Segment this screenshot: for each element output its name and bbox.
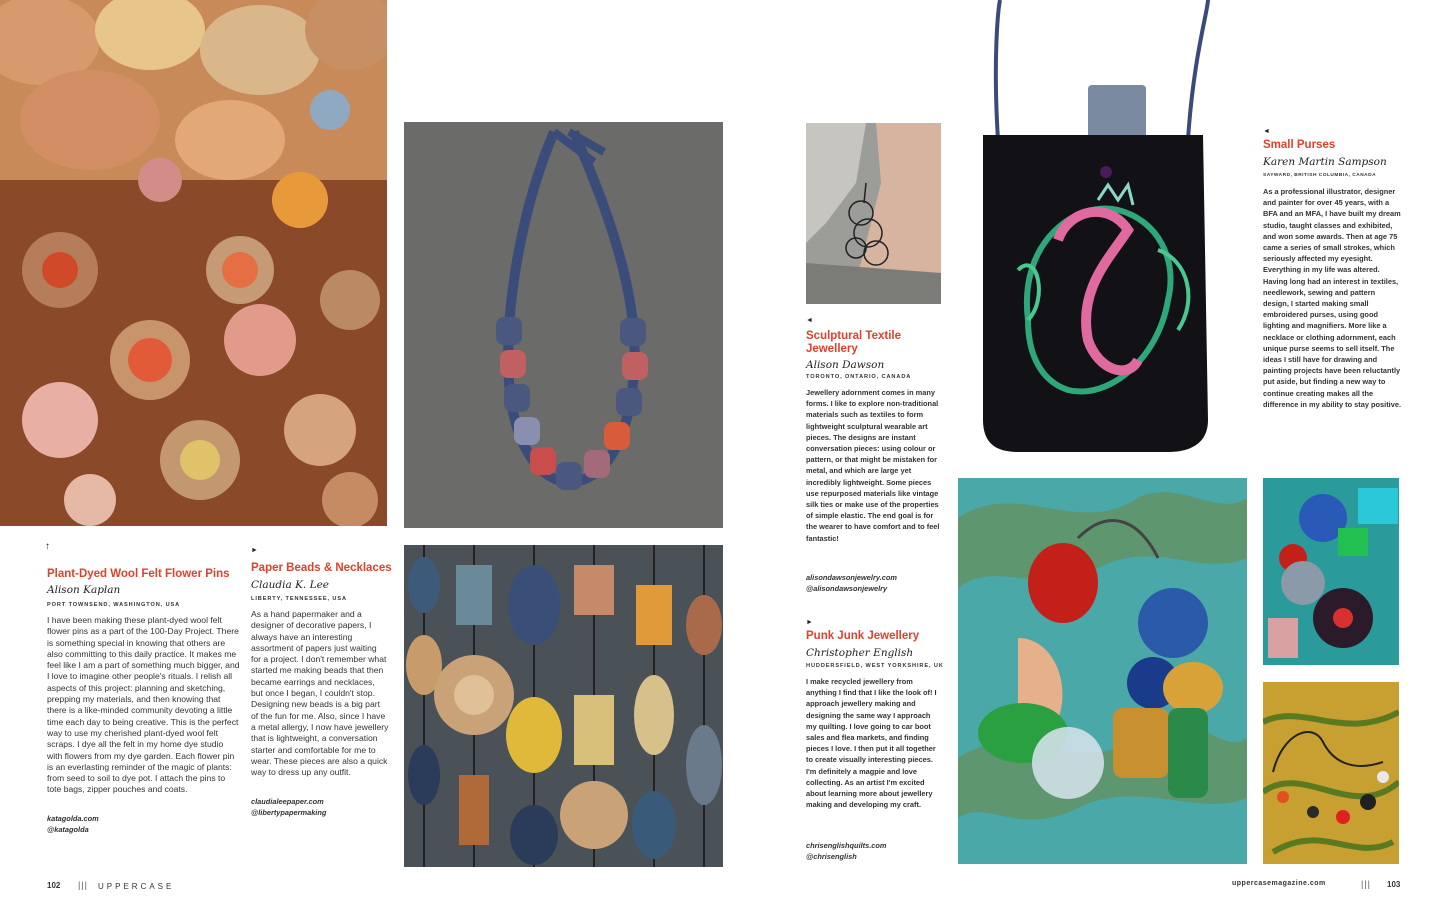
footer-website: uppercasemagazine.com [1232,880,1326,887]
piece-body: As a hand papermaker and a designer of decorative papers, I always have an interesting assortment of papers just waiting for a project. I don't remember what started me making beads that then became earrings and necklaces, but once I began, I couldn't stop. Designing new beads is a big part of the fun for me. Also, since I have a metal allergy, I now have jewellery that is lightweight, a conversation starter and comfortable for me to wear. These pieces are also a quick way to dress up any outfit. [251,609,389,778]
piece-title: Plant-Dyed Wool Felt Flower Pins [47,568,230,580]
piece-location: SAYWARD, BRITISH COLUMBIA, CANADA [1263,173,1377,178]
photo-sculptural-earring [806,123,941,304]
social-handle[interactable]: @katagolda [47,825,89,834]
footer-bars-left: ||| [78,880,89,890]
photo-punk-junk-detail [1263,478,1399,665]
website-link[interactable]: chrisenglishquilts.com [806,841,887,850]
social-handle[interactable]: @chrisenglish [806,852,857,861]
piece-body: Jewellery adornment comes in many forms. I like to explore non-traditional materials such as textiles to form lightweight sculptural wearable art pieces. The designs are instant conversation pieces: using colour or pattern, or that might be mistaken for metal, and which are large yet incredibly lightweight. Some pieces use repurposed materials like vintage silk ties or make use of the properties of simple elastic. The end goal is for the wearer to have comfort and to feel fantastic! [806,388,940,543]
arrow-right-icon: ► [806,619,813,626]
social-handle[interactable]: @libertypapermaking [251,808,327,817]
piece-author: Claudia K. Lee [251,579,330,591]
magazine-name: UPPERCASE [98,882,175,891]
footer-bars-right: ||| [1361,879,1372,889]
photo-paper-beads [404,545,723,867]
arrow-left-icon: ◄ [1263,128,1270,135]
piece-location: HUDDERSFIELD, WEST YORKSHIRE, UK [806,663,944,669]
page-number-right: 103 [1387,880,1401,889]
arrow-up-icon: ↑ [45,541,50,552]
piece-title: Small Purses [1263,139,1336,151]
piece-author: Alison Kaplan [47,584,121,596]
piece-location: TORONTO, ONTARIO, CANADA [806,374,912,380]
piece-title: Sculptural Textile Jewellery [806,330,902,355]
piece-author: Christopher English [806,647,914,659]
piece-links [806,840,887,862]
piece-location: PORT TOWNSEND, WASHINGTON, USA [47,602,181,608]
page-number-left: 102 [47,881,61,890]
piece-author: Karen Martin Sampson [1263,156,1387,168]
website-link[interactable]: claudialeepaper.com [251,797,324,806]
website-link[interactable]: katagolda.com [47,814,99,823]
arrow-right-icon: ► [251,547,258,554]
photo-dragon-purse [958,0,1228,460]
photo-punk-junk-main [958,478,1247,864]
piece-location: LIBERTY, TENNESSEE, USA [251,596,347,602]
piece-links [47,813,99,835]
arrow-left-icon: ◄ [806,317,813,324]
piece-links [806,572,897,594]
website-link[interactable]: alisondawsonjewelry.com [806,573,897,582]
photo-felt-flower-pins [0,0,387,526]
piece-body: I have been making these plant-dyed wool felt flower pins as a part of the 100-Day Project. There is something special in knowing that others are also committing to this daily practice. It makes me feel like I am a part of something much bigger, and I love to imagine other people's rituals. I relish all aspects of this project: planning and sketching, prepping my materials, and then knowing that there is a like-minded community devoting a little time each day to being creative. This is the perfect way to use my cherished plant-dyed wool felt scraps. I dye all the felt in my home dye studio with flowers from my dye garden. Each flower pin is an everlasting reminder of the magic of plants: from seed to soil to dye pot. I attach the pins to tote bags, zipper pouches and coats. [47,615,240,795]
social-handle[interactable]: @alisondawsonjewelry [806,584,888,593]
piece-title: Punk Junk Jewellery [806,630,920,642]
piece-author: Alison Dawson [806,359,885,371]
piece-title: Paper Beads & Necklaces [251,562,392,574]
piece-links [251,796,326,818]
piece-body: As a professional illustrator, designer and painter for over 45 years, with a BFA and an MFA, I have built my dream studio, taught classes and exhibited, and won some awards. Then at age 75 came a series of small strokes, which seriously affected my eyesight. Everything in my life was altered. Having long had an interest in textiles, needlework, sewing and pattern design, I started making small embroidered purses, using good lighting and magnifiers. More like a necklace or clothing adornment, each unique purse seems to sell itself. The ideas I still have for drawing and painting projects have been reluctantly put aside, but finding a new way to continue creating makes all the difference in my ability to stay positive. [1263,187,1401,409]
photo-tie-necklace [404,122,723,528]
photo-punk-junk-necklace [1263,682,1399,864]
piece-body: I make recycled jewellery from anything I find that I like the look of! I approach jewellery making and designing the same way I approach my quilting. I love going to car boot sales and flea markets, and finding pieces I love. I then put it all together to create visually interesting pieces. I'm definitely a magpie and love collecting. As an artist I'm excited about learning more about jewellery making and developing my craft. [806,677,937,810]
